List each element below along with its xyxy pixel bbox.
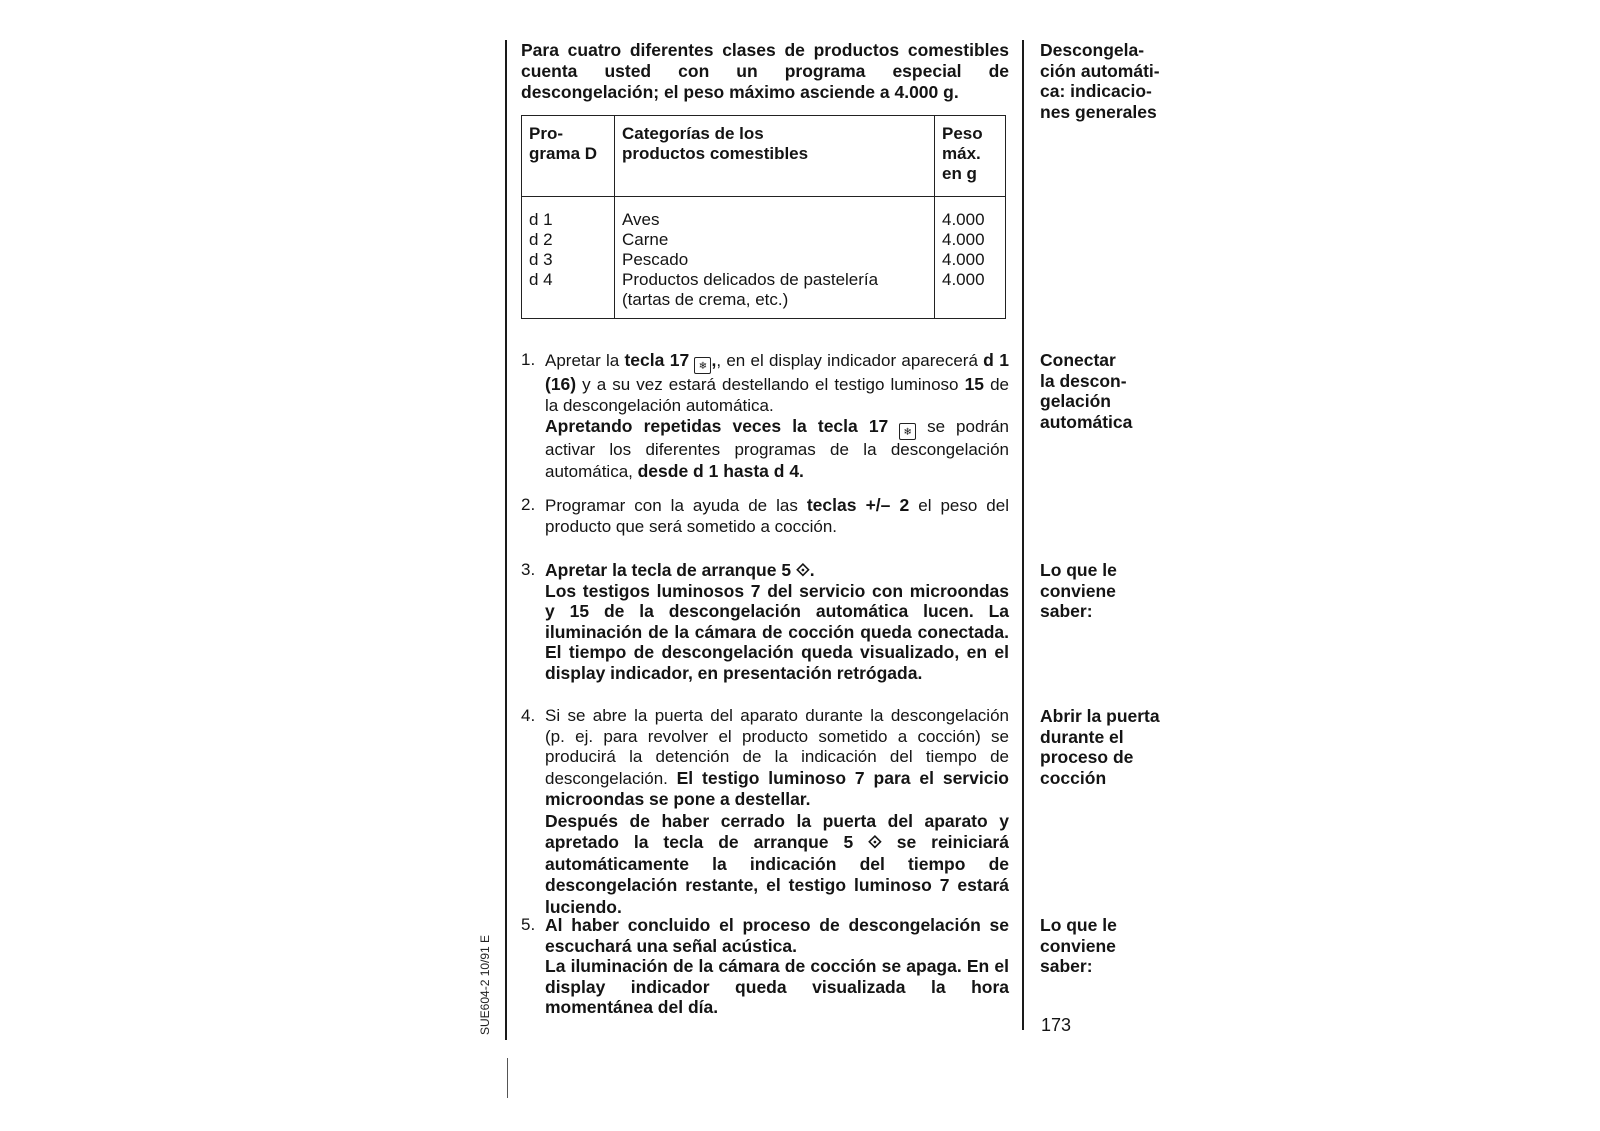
defrost-programs-table (521, 115, 1006, 319)
heading-line: conviene (1040, 935, 1116, 956)
category: Aves (622, 210, 660, 229)
step-3 (521, 560, 1009, 683)
header-text: Peso (942, 124, 983, 143)
text: y a su vez estará destellando el testigo luminoso (576, 375, 965, 394)
left-column-rule (505, 40, 507, 1040)
category: Pescado (622, 250, 689, 269)
step-text: Apretar la tecla 17 ❄ ,, en el display indicador aparecerá d 1 (16) y a su vez estará destellando el testigo luminoso 15 de la descongelación automática. Apretando repetidas veces la tecla 17 ❄ se podrán activar los diferentes programas de la descongelación automática, desde d 1 hasta d 4. (545, 350, 1009, 481)
heading-line: saber: (1040, 956, 1093, 976)
step-2 (521, 495, 1009, 537)
text: , en el display indicador aparecerá (716, 351, 984, 370)
step-number: 3. (521, 560, 536, 579)
step-text: Apretar la tecla de arranque 5 ⟐. Los testigos luminosos 7 del servicio con microondas y 15 de la descongelación automática lucen. La iluminación de la cámara de cocción queda conectada. El tiempo de descongelación queda visualizado, en el display indicador, en presentación retrógada. (545, 560, 1009, 683)
heading-line: Conectar (1040, 350, 1116, 370)
category: (tartas de crema, etc.) (622, 290, 789, 309)
defrost-key-icon: ❄ (899, 423, 916, 440)
heading-line: nes generales (1040, 101, 1157, 122)
heading-line: Abrir la puerta (1040, 706, 1160, 726)
defrost-key-icon: ❄ (694, 357, 711, 374)
header-text: Categorías de los (622, 124, 764, 143)
left-column-rule-lower (507, 1058, 508, 1098)
text: Apretar la (545, 351, 625, 370)
program-code: d 2 (529, 230, 553, 249)
header-text: grama D (529, 144, 598, 163)
category: Productos delicados de pastelería (622, 270, 879, 289)
header-text: productos comestibles (622, 144, 809, 163)
program-cell (522, 197, 615, 319)
heading-line: proceso de (1040, 747, 1134, 767)
sidebar-heading-know-2 (1040, 915, 1200, 977)
category: Carne (622, 230, 669, 249)
text-bold: d 1 (16) (545, 350, 1009, 394)
heading-line: Descongela- (1040, 40, 1145, 60)
step-text (545, 495, 1009, 537)
text-bold: tecla 17 (624, 350, 690, 370)
program-code: d 4 (529, 270, 553, 289)
step-5 (521, 915, 1009, 1018)
text: de la descongelación automática. (545, 375, 1009, 415)
text: Si se abre la puerta del aparato durante la descongelación (p. ej. para revolver el producto sometido a cocción) se producirá la detención de la indicación del tiempo de descongelación. (545, 706, 1009, 788)
heading-line: ción automáti- (1040, 60, 1160, 81)
text-bold: desde d 1 hasta d 4. (637, 460, 804, 481)
heading-line: ca: indicacio- (1040, 81, 1152, 101)
text: Programar con la ayuda de las (545, 496, 807, 515)
text-bold: se reiniciará automáticamente la indicación del tiempo de descongelación restante, el testigo luminoso 7 estará luciendo. (545, 832, 1009, 917)
text-bold: Apretando repetidas veces la tecla 17 (545, 416, 889, 436)
heading-line: gelación (1040, 391, 1111, 411)
start-diamond-icon: ⟐ (795, 560, 810, 580)
step-text (545, 915, 1009, 1018)
heading-line: la descon- (1040, 370, 1127, 391)
text-bold: Después de haber cerrado la puerta del aparato y apretado la tecla de arranque 5 (545, 810, 1009, 852)
sidebar-heading-know-1 (1040, 560, 1200, 622)
header-text: en g (942, 164, 977, 183)
heading-line: conviene (1040, 580, 1116, 601)
text-bold: El testigo luminoso 7 para el servicio microondas se pone a destellar. (545, 767, 1009, 809)
step-number: 5. (521, 915, 536, 934)
text-bold: teclas +/– 2 (806, 495, 910, 515)
heading-line: cocción (1040, 767, 1107, 788)
header-weight (935, 116, 1006, 197)
sidebar-heading-general (1040, 40, 1200, 122)
weight-value: 4.000 (942, 210, 985, 229)
program-code: d 3 (529, 250, 553, 269)
program-code: d 1 (529, 210, 553, 229)
category-cell (615, 197, 935, 319)
step-text (545, 706, 1009, 918)
text-bold: Los testigos luminosos 7 del servicio con microondas y 15 de la descongelación automática lucen. La iluminación de la cámara de cocción queda conectada. El tiempo de descongelación queda visualizado, en el display indicador, en presentación retrógada. (545, 580, 1009, 683)
weight-value: 4.000 (942, 250, 985, 269)
page-number: 173 (1041, 1015, 1072, 1035)
heading-line: durante el (1040, 726, 1124, 747)
step-1 (521, 350, 1009, 482)
step-4 (521, 706, 1009, 918)
heading-line: Lo que le (1040, 560, 1117, 580)
header-program (522, 116, 615, 197)
text-bold: Apretar la tecla de arranque 5 (545, 560, 792, 580)
step-number: 4. (521, 706, 536, 725)
text: el peso del producto que será sometido a cocción. (545, 496, 1009, 536)
text-bold: Al haber concluido el proceso de descongelación se escuchará una señal acústica. (545, 915, 1009, 956)
table-row (522, 197, 1006, 319)
step-number: 2. (521, 495, 536, 514)
heading-line: automática (1040, 411, 1133, 432)
text-bold: 15 (964, 374, 985, 394)
document-code: SUE604-2 10/91 E (478, 934, 492, 1035)
weight-value: 4.000 (942, 230, 985, 249)
weight-value: 4.000 (942, 270, 985, 289)
text-bold: La iluminación de la cámara de cocción se apaga. En el display indicador queda visualizada la hora momentánea del día. (545, 956, 1009, 1017)
step-number: 1. (521, 350, 536, 369)
header-categories (615, 116, 935, 197)
header-text: máx. (942, 144, 981, 163)
weight-cell (935, 197, 1006, 319)
table-header-row (522, 116, 1006, 197)
right-column-rule (1022, 40, 1024, 1030)
heading-line: saber: (1040, 601, 1093, 621)
sidebar-heading-connect (1040, 350, 1200, 432)
text: se podrán activar los diferentes programas de la descongelación automática, (545, 417, 1009, 481)
heading-line: Lo que le (1040, 915, 1117, 935)
sidebar-heading-open-door (1040, 706, 1200, 788)
intro-paragraph: Para cuatro diferentes clases de productos comestibles cuenta usted con un programa especial de descongelación; el peso máximo asciende a 4.000 g. (521, 40, 1009, 102)
header-text: Pro- (529, 124, 563, 143)
start-diamond-icon: ⟐ (867, 832, 882, 852)
